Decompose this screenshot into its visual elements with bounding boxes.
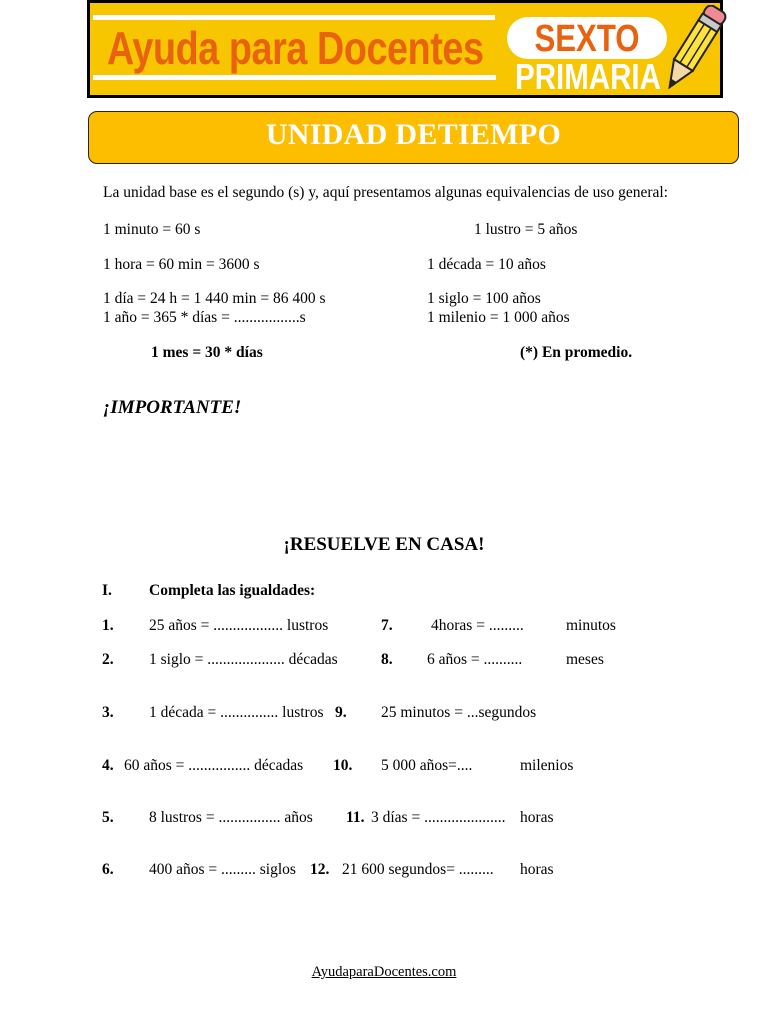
exercise-unit: minutos	[566, 617, 616, 634]
footer-website-link[interactable]: AyudaparaDocentes.com	[311, 964, 457, 980]
exercise-number: 3.	[102, 704, 114, 721]
exercise-text: 1 siglo = .................... décadas	[149, 651, 338, 668]
equivalence-dia: 1 día = 24 h = 1 440 min = 86 400 s	[103, 290, 326, 307]
equivalence-lustro: 1 lustro = 5 años	[474, 221, 578, 238]
exercise-number: 7.	[381, 617, 393, 634]
exercise-unit: horas	[520, 809, 554, 826]
banner-rule	[93, 15, 495, 20]
grade-line-2: PRIMARIA	[515, 56, 661, 97]
grade-badge	[507, 17, 667, 59]
resuelve-heading: ¡RESUELVE EN CASA!	[283, 534, 485, 555]
exercise-unit: milenios	[520, 757, 574, 774]
exercise-text: 8 lustros = ................ años	[149, 809, 313, 826]
exercise-number: 6.	[102, 861, 114, 878]
equivalence-hora: 1 hora = 60 min = 3600 s	[103, 256, 260, 273]
exercise-text: 4horas = .........	[431, 617, 524, 634]
equivalence-mes: 1 mes = 30 * días	[151, 344, 263, 361]
banner-title: Ayuda para Docentes	[107, 22, 484, 74]
section-heading: Completa las igualdades:	[149, 582, 316, 599]
exercise-number: 11.	[346, 809, 365, 826]
exercise-number: 12.	[310, 861, 330, 878]
importante-heading: ¡IMPORTANTE!	[103, 397, 242, 418]
banner-rule	[93, 75, 496, 80]
exercise-text: 6 años = ..........	[427, 651, 523, 668]
equivalence-siglo: 1 siglo = 100 años	[427, 290, 541, 307]
exercise-text: 5 000 años=....	[381, 757, 473, 774]
exercise-text: 3 días = .....................	[371, 809, 506, 826]
section-numeral: I.	[102, 582, 112, 599]
exercise-unit: horas	[520, 861, 554, 878]
exercise-text: 25 minutos = ...segundos	[381, 704, 537, 721]
equivalence-minuto: 1 minuto = 60 s	[103, 221, 201, 238]
header-banner	[87, 0, 723, 98]
exercise-number: 4.	[102, 757, 114, 774]
exercise-number: 10.	[333, 757, 353, 774]
pencil-icon	[655, 5, 727, 97]
exercise-text: 400 años = ......... siglos	[149, 861, 296, 878]
exercise-number: 9.	[335, 704, 347, 721]
equivalence-milenio: 1 milenio = 1 000 años	[427, 309, 570, 326]
intro-paragraph: La unidad base es el segundo (s) y, aquí presentamos algunas equivalencias de uso general:	[103, 184, 668, 201]
page-title: UNIDAD DETIEMPO	[265, 118, 562, 151]
equivalence-anio: 1 año = 365 * días = .................s	[103, 309, 306, 326]
exercise-number: 2.	[102, 651, 114, 668]
equivalence-decada: 1 década = 10 años	[427, 256, 546, 273]
exercise-text: 25 años = .................. lustros	[149, 617, 329, 634]
exercise-text: 21 600 segundos= .........	[342, 861, 494, 878]
exercise-text: 60 años = ................ décadas	[124, 757, 304, 774]
grade-line-1: SEXTO	[534, 18, 640, 60]
exercise-number: 1.	[102, 617, 114, 634]
exercise-text: 1 década = ............... lustros	[149, 704, 324, 721]
exercise-unit: meses	[566, 651, 604, 668]
exercise-number: 5.	[102, 809, 114, 826]
exercise-number: 8.	[381, 651, 393, 668]
promedio-note: (*) En promedio.	[520, 344, 633, 361]
title-bar	[88, 111, 739, 164]
